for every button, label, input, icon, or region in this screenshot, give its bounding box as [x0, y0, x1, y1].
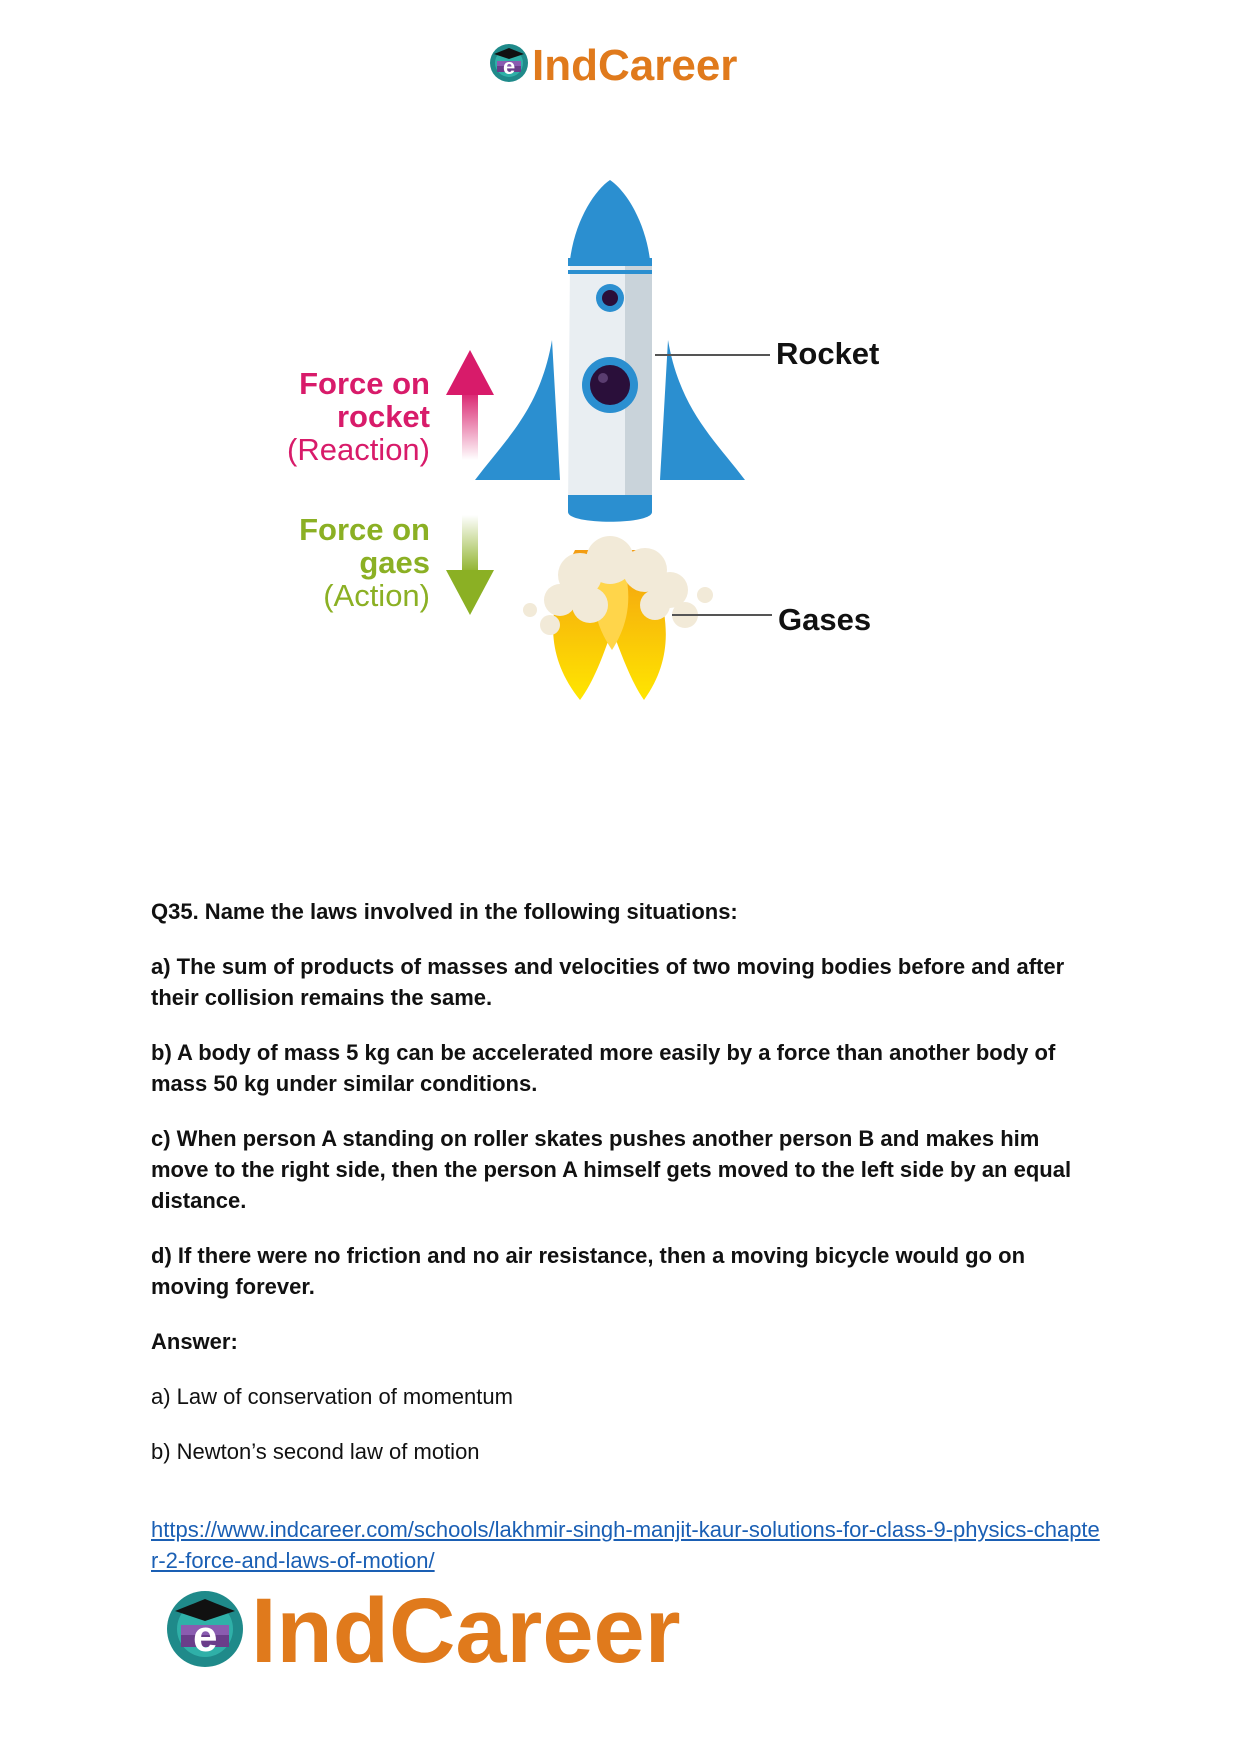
rocket-callout-label: Rocket [776, 336, 880, 371]
logo-text: IndCareer [532, 40, 738, 90]
graduation-cap-book-logo-icon [163, 1587, 247, 1676]
answer-item-a: a) Law of conservation of momentum [151, 1384, 513, 1409]
force-on-rocket-line1: Force on [299, 366, 430, 401]
reaction-label: (Reaction) [287, 432, 430, 467]
force-on-gas-label [260, 513, 430, 612]
question-item-c: c) When person A standing on roller skates pushes another person B and makes him move to the right side, then the person A himself gets moved to the left side by an equal distance. [151, 1126, 1072, 1213]
rocket-diagram [260, 180, 960, 820]
reaction-arrow [446, 350, 494, 460]
answer-heading: Answer: [151, 1329, 238, 1354]
svg-text:e: e [503, 54, 516, 79]
action-arrow [446, 515, 494, 615]
question-item-a: a) The sum of products of masses and velocities of two moving bodies before and after their collision remains the same. [151, 954, 1065, 1010]
footer-logo [163, 1580, 681, 1682]
question-title: Q35. Name the laws involved in the following situations: [151, 899, 738, 924]
graduation-cap-book-logo-icon [488, 42, 530, 89]
force-on-gas-line2: gaes [359, 545, 430, 580]
question-item-b: b) A body of mass 5 kg can be accelerated more easily by a force than another body of mass 50 kg under similar conditions. [151, 1040, 1056, 1096]
force-on-gas-line1: Force on [299, 512, 430, 547]
force-on-rocket-label [260, 367, 430, 466]
gases-callout-label: Gases [778, 602, 872, 637]
logo-text: IndCareer [251, 1580, 681, 1682]
question-content [151, 896, 1101, 1491]
svg-text:e: e [193, 1611, 218, 1661]
rocket [475, 180, 745, 522]
action-label: (Action) [323, 578, 430, 613]
force-on-rocket-line2: rocket [336, 399, 430, 434]
question-item-d: d) If there were no friction and no air resistance, then a moving bicycle would go on moving forever. [151, 1243, 1026, 1299]
header-logo [488, 42, 737, 89]
source-link[interactable]: https://www.indcareer.com/schools/lakhmir-singh-manjit-kaur-solutions-for-class-9-physics-chapter-2-force-and-laws-of-motion/ [151, 1517, 1100, 1573]
answer-item-b: b) Newton’s second law of motion [151, 1439, 480, 1464]
